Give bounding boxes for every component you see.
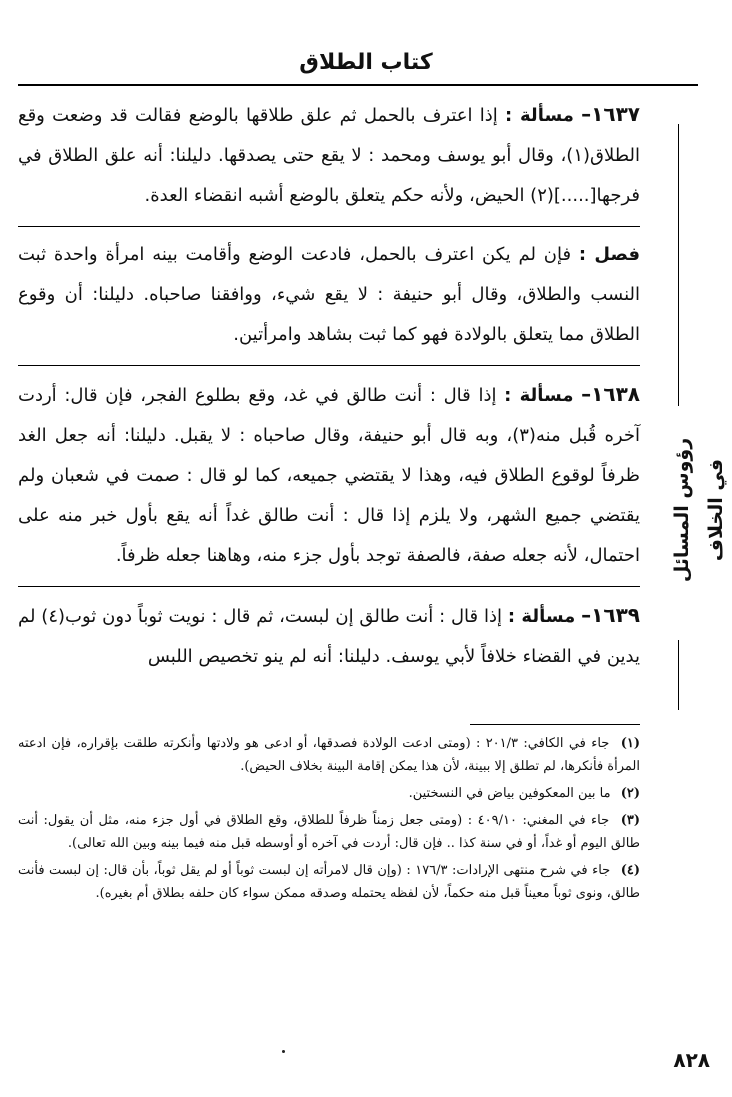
masala-text: إذا قال : أنت طالق في غد، وقع بطلوع الفجر، فإن قال: أردت آخره قُبل منه(٣)، وبه قال أبو حنيفة، وقال صاحباه : لا يقبل. دليلنا: أنه جعل الغد ظرفاً لوقوع الطلاق فيه، وهذا لا يقتضي جميعه، كما لو قال : صمت في شعبان ولم يقتضي جميع الشهر، ولا يلزم إذا قال : أنت طالق غداً أنه يقع بأول خبر منه على احتمال، لأنه جعله صفة، فالصفة توجد بأول جزء منه، وهاهنا جعله ظرفاً. <box>18 385 640 566</box>
footnote-text: جاء في المغني: ٤٠٩/١٠ : (ومتى جعل زمناً ظرفاً للطلاق، وقع الطلاق في أول جزء منه، مثل أن يقول: أنت طالق اليوم أو غداً، أو في سنة كذا .. فإن قال: أردت في آخره أو أوسطه قبل منه فيما بينه وبين الله تعالى). <box>18 813 640 851</box>
masala-label: مسألة : <box>505 105 574 126</box>
masala-label: مسألة : <box>507 606 576 627</box>
fasl-label: فصل : <box>578 244 640 265</box>
masala-1639 <box>18 595 640 677</box>
section-divider <box>18 226 640 227</box>
footnote-mark: (٣) <box>620 813 640 828</box>
fasl-section <box>18 235 640 355</box>
masala-number: ١٦٣٩– <box>581 603 640 627</box>
footnote-text: جاء في شرح منتهى الإرادات: ١٧٦/٣ : (وإن قال لامرأته إن لبست ثوباً أو لم يقل ثوباً، بأن قال: إن لبست فأنت طالق، ونوى ثوباً معيناً قبل منه حكماً، لأن لفظه يحتمله وصدقه ممكن سواء كان حلفه بطلاق أم بغيره). <box>18 863 640 901</box>
footnote-text: جاء في الكافي: ٢٠١/٣ : (ومتى ادعت الولادة فصدقها، أو ادعى هو ولادتها وأنكرته طلقت بإقراره، فإن ادعته المرأة فأنكرها، لم تطلق إلا ببينة، لأن هذا يمكن إقامة البينة بخلاف الحيض). <box>18 736 640 774</box>
header-divider <box>18 84 698 86</box>
masala-1637 <box>18 94 640 216</box>
masala-number: ١٦٣٨– <box>581 382 640 406</box>
side-book-title: رؤوس المسائل في الخلاف <box>671 437 727 583</box>
footnote-mark: (٤) <box>620 863 640 878</box>
side-divider-top <box>678 124 679 406</box>
side-divider-bottom <box>678 640 679 710</box>
masala-number: ١٦٣٧– <box>581 102 640 126</box>
side-margin <box>652 94 732 704</box>
masala-label: مسألة : <box>504 385 574 406</box>
section-divider <box>18 586 640 587</box>
footnote <box>18 782 640 805</box>
masala-text: إذا اعترف بالحمل ثم علق طلاقها بالوضع فقالت قد وضعت وقع الطلاق(١)، وقال أبو يوسف ومحمد : لا يقع حتى يصدقها. دليلنا: أنه علق الطلاق في فرجها[.....](٢) الحيض، ولأنه حكم يتعلق بالوضع أشبه انقضاء العدة. <box>18 105 640 206</box>
fasl-text: فإن لم يكن اعترف بالحمل، فادعت الوضع وأقامت بينه امرأة واحدة ثبت النسب والطلاق، وقال أبو حنيفة : لا يقع شيء، ووافقنا صاحباه. دليلنا: أن وقوع الطلاق مما يتعلق بالولادة فهو كما ثبت بشاهد وامرأتين. <box>18 244 640 345</box>
footnotes <box>18 732 640 909</box>
footnote-mark: (١) <box>620 736 640 751</box>
footnote-text: ما بين المعكوفين بياض في النسختين. <box>408 786 611 801</box>
footnote <box>18 732 640 778</box>
main-text <box>18 94 640 687</box>
footnote-mark: (٢) <box>620 786 640 801</box>
footnote-divider <box>470 724 640 725</box>
masala-text: إذا قال : أنت طالق إن لبست، ثم قال : نويت ثوباً دون ثوب(٤) لم يدين في القضاء خلافاً لأبي يوسف. دليلنا: أنه لم ينو تخصيص اللبس <box>18 606 640 667</box>
section-divider <box>18 365 640 366</box>
footnote <box>18 859 640 905</box>
masala-1638 <box>18 374 640 576</box>
page-number: ٨٢٨ <box>673 1048 710 1072</box>
scan-dot <box>282 1050 285 1053</box>
page-header-title: كتاب الطلاق <box>299 50 433 75</box>
footnote <box>18 809 640 855</box>
